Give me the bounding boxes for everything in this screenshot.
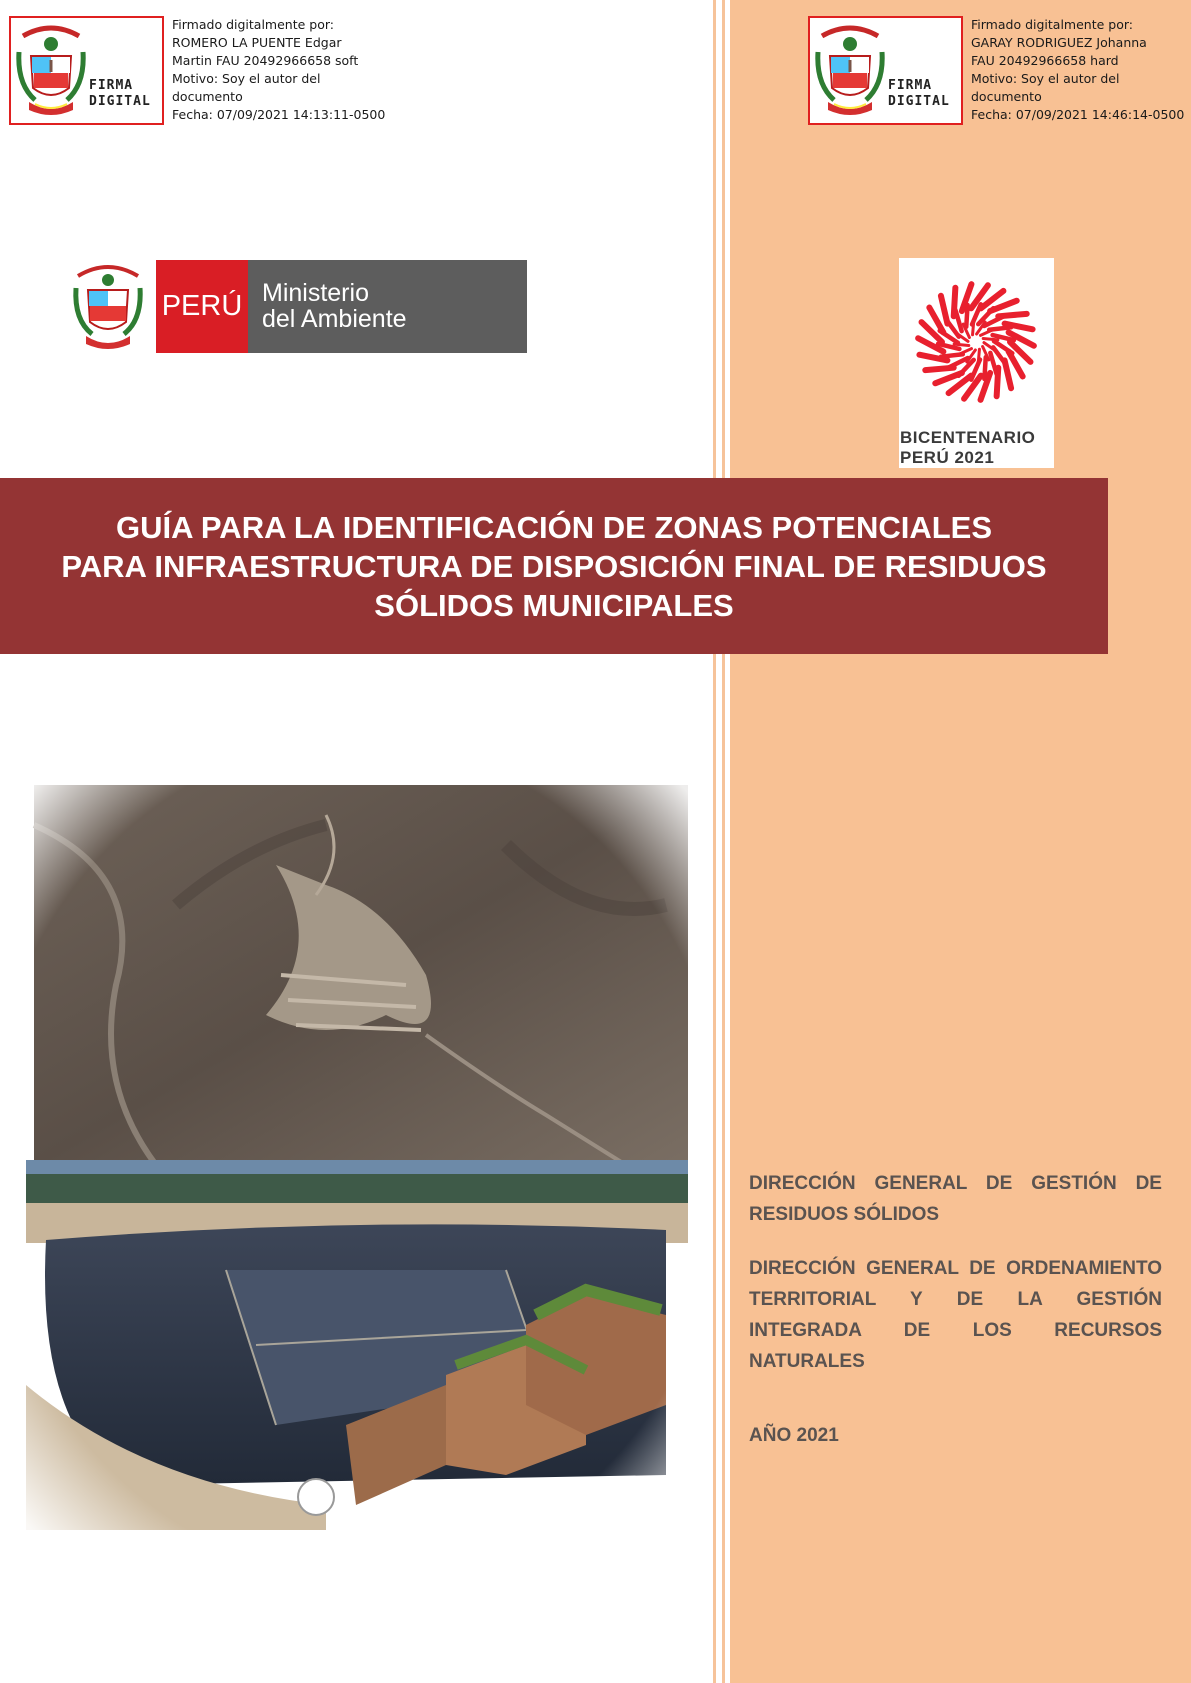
signature-line: ROMERO LA PUENTE Edgar bbox=[172, 35, 342, 50]
coat-of-arms-icon bbox=[814, 22, 886, 120]
peru-label: PERÚ bbox=[156, 260, 248, 353]
ministry-name: Ministerio del Ambiente bbox=[248, 260, 527, 353]
decorative-line bbox=[713, 0, 716, 1683]
signature-stamp bbox=[808, 16, 963, 125]
document-title: GUÍA PARA LA IDENTIFICACIÓN DE ZONAS POTENCIALES PARA INFRAESTRUCTURA DE DISPOSICIÓN FINAL DE RESIDUOS SÓLIDOS MUNICIPALES bbox=[61, 510, 1047, 623]
signature-line: Firmado digitalmente por: bbox=[971, 17, 1133, 32]
signature-line: FAU 20492966658 hard bbox=[971, 53, 1119, 68]
year-label: AÑO 2021 bbox=[749, 1425, 839, 1446]
firma-digital-label: FIRMA DIGITAL bbox=[89, 78, 151, 109]
signature-line: Motivo: Soy el autor del bbox=[172, 71, 321, 86]
bicentenario-text: BICENTENARIO PERÚ 2021 bbox=[900, 428, 1036, 467]
spiral-petal bbox=[973, 320, 974, 335]
bicentenario-spiral-icon bbox=[899, 258, 1054, 426]
firma-digital-label: FIRMA DIGITAL bbox=[888, 78, 950, 109]
coat-of-arms-icon bbox=[15, 22, 87, 120]
signature-details bbox=[971, 16, 1191, 124]
directions-block bbox=[749, 1168, 1162, 1400]
spiral-petal bbox=[978, 349, 979, 364]
signature-line: Fecha: 07/09/2021 14:13:11-0500 bbox=[172, 107, 386, 122]
direction-item: DIRECCIÓN GENERAL DE GESTIÓN DE RESIDUOS SÓLIDOS bbox=[749, 1173, 1162, 1225]
spiral-petal bbox=[966, 305, 967, 327]
coat-of-arms-icon bbox=[68, 260, 148, 353]
signature-line: Firmado digitalmente por: bbox=[172, 17, 334, 32]
signature-stamp bbox=[9, 16, 164, 125]
spiral-petal bbox=[954, 344, 969, 345]
signature-details bbox=[172, 16, 402, 124]
digital-signature-right bbox=[808, 16, 1188, 128]
signature-line: Fecha: 07/09/2021 14:46:14-0500 bbox=[971, 107, 1185, 122]
landfill-photo-collage bbox=[26, 785, 688, 1530]
decorative-line bbox=[722, 0, 725, 1683]
bicentenario-logo bbox=[899, 258, 1054, 468]
signature-line: Martin FAU 20492966658 soft bbox=[172, 53, 359, 68]
ministerio-ambiente-logo bbox=[62, 260, 527, 353]
signature-line: Motivo: Soy el autor del bbox=[971, 71, 1120, 86]
signature-line: GARAY RODRIGUEZ Johanna bbox=[971, 35, 1147, 50]
spiral-petal bbox=[984, 357, 985, 379]
title-banner bbox=[0, 478, 1108, 654]
spiral-petal bbox=[983, 339, 998, 340]
direction-item: DIRECCIÓN GENERAL DE ORDENAMIENTO TERRITORIAL Y DE LA GESTIÓN INTEGRADA DE LOS RECURSOS NATURALES bbox=[749, 1258, 1162, 1372]
signature-line: documento bbox=[172, 89, 243, 104]
digital-signature-left bbox=[9, 16, 389, 128]
signature-line: documento bbox=[971, 89, 1042, 104]
